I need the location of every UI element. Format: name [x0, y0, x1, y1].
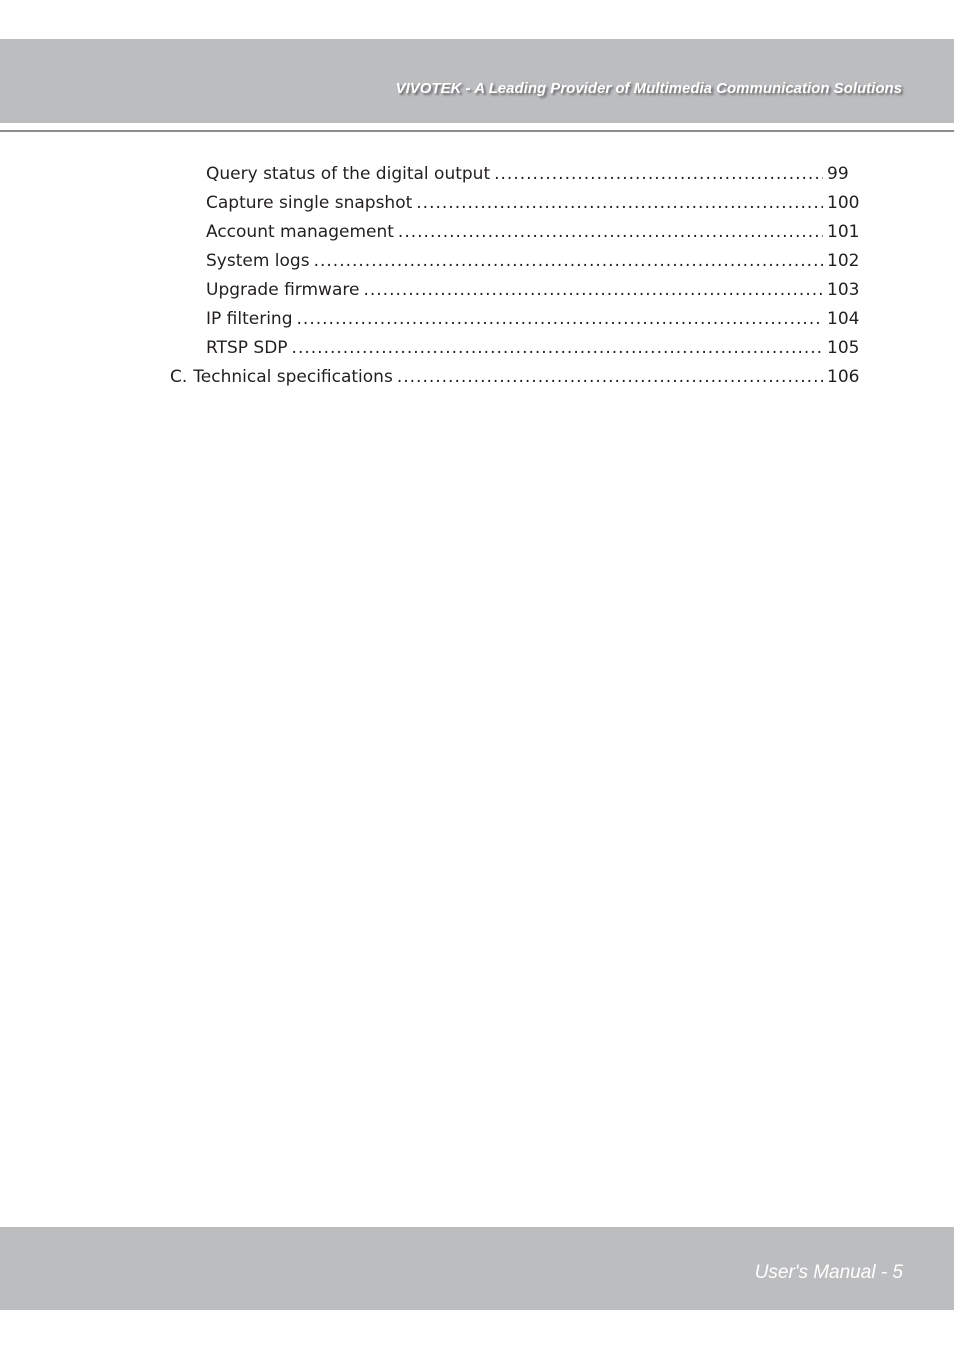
page-header: [0, 39, 954, 123]
toc-entry-title: RTSP SDP: [206, 338, 288, 358]
toc-entry: [206, 338, 861, 364]
toc-entry-page: 105: [827, 338, 860, 358]
toc-entry-page: 100: [827, 193, 860, 213]
toc-entry-title: System logs: [206, 251, 310, 271]
toc-entry-page: 102: [827, 251, 860, 271]
toc-entry: [206, 193, 861, 219]
toc-entry-section: [170, 367, 861, 393]
toc-entry-title: IP filtering: [206, 309, 293, 329]
toc-entry: [206, 251, 861, 277]
toc-leader-dots: [494, 164, 823, 184]
toc-entry-page: 101: [827, 222, 860, 242]
toc-entry-page: 104: [827, 309, 860, 329]
footer-page-label: User's Manual - 5: [754, 1262, 903, 1283]
toc-entry-title: Upgrade firmware: [206, 280, 360, 300]
toc-entry: [206, 309, 861, 335]
toc-entry-title: Account management: [206, 222, 394, 242]
toc-entry: [206, 164, 861, 190]
toc-section-letter: C.: [170, 367, 188, 387]
toc-leader-dots: [363, 280, 823, 300]
toc-entry: [206, 222, 861, 248]
toc-entry-title: Query status of the digital output: [206, 164, 491, 184]
toc-leader-dots: [292, 338, 823, 358]
header-title: VIVOTEK - A Leading Provider of Multimedia Communication Solutions: [395, 80, 902, 97]
toc-leader-dots: [398, 222, 823, 242]
toc-entry-title: Technical specifications: [193, 367, 393, 387]
toc-entry-page: 99: [827, 164, 849, 184]
toc-leader-dots: [416, 193, 823, 213]
toc-leader-dots: [397, 367, 823, 387]
toc-entry-page: 106: [827, 367, 860, 387]
toc-leader-dots: [297, 309, 823, 329]
header-divider: [0, 130, 954, 132]
toc-entry: [206, 280, 861, 306]
toc-entry-page: 103: [827, 280, 860, 300]
page-footer: [0, 1227, 954, 1310]
toc-leader-dots: [314, 251, 823, 271]
toc-entry-title: Capture single snapshot: [206, 193, 413, 213]
